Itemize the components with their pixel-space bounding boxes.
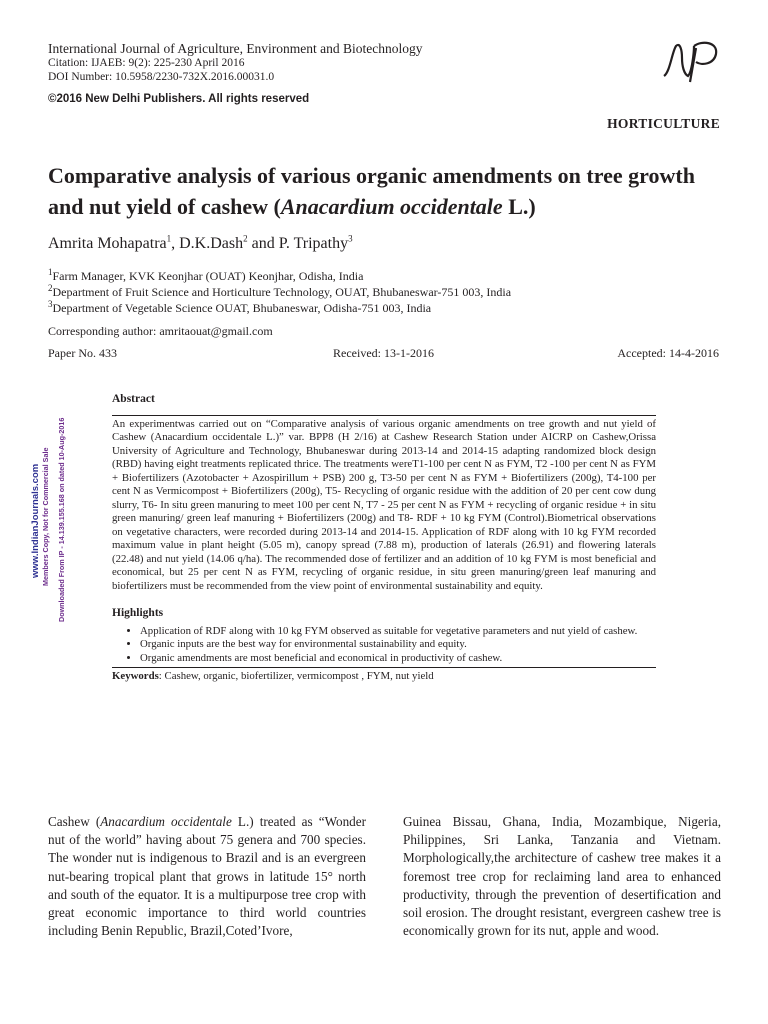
- affiliation-1-sup: 1: [48, 267, 53, 277]
- publisher-logo-icon: [660, 38, 722, 84]
- affiliation-3-text: Department of Vegetable Science OUAT, Bhubaneswar, Odisha-751 003, India: [52, 301, 432, 315]
- body-column-right: [403, 813, 721, 940]
- authors: [48, 235, 353, 253]
- affiliation-2: [48, 284, 511, 300]
- watermark-site: www.IndianJournals.com: [30, 463, 41, 578]
- abstract-heading: Abstract: [112, 393, 155, 405]
- title-part1: Comparative analysis of various organic amendments on tree growth and nut yield of cashew (: [48, 163, 695, 219]
- journal-name: International Journal of Agriculture, Environment and Biotechnology: [48, 41, 423, 56]
- affiliation-2-text: Department of Fruit Science and Horticulture Technology, OUAT, Bhubaneswar-751 003, India: [52, 285, 512, 299]
- author-3-sup: 3: [348, 233, 353, 244]
- copyright: ©2016 New Delhi Publishers. All rights reserved: [48, 93, 310, 105]
- title-part2: L.): [502, 194, 536, 219]
- highlight-item: • Organic inputs are the best way for environmental sustainability and equity.: [140, 638, 656, 652]
- body-left-pre: Cashew (: [48, 814, 101, 829]
- highlights-list: [112, 625, 656, 666]
- body-left-post: L.) treated as “Wonder nut of the world” having about 75 genera and 700 species. The wonder nut is indigenous to Brazil and is an evergreen nut-bearing tropical plant that grows in latitude 15° north and south of the equator. It is a multipurpose tree crop with great economic importance to third world countries including Benin Republic, Brazil,Coted’Ivore,: [48, 814, 366, 939]
- journal-header: [48, 41, 423, 84]
- watermark-members: Members Copy, Not for Commercial Sale: [41, 447, 50, 586]
- keywords-text: : Cashew, organic, biofertilizer, vermicompost , FYM, nut yield: [158, 670, 434, 682]
- section-label: HORTICULTURE: [607, 116, 720, 131]
- author-3: and P. Tripathy: [247, 235, 349, 252]
- body-paragraph-right: Guinea Bissau, Ghana, India, Mozambique, Nigeria, Philippines, Sri Lanka, Tanzania and Vietnam. Morphologically,the architecture of cashew tree makes it a foremost tree crop for reclaiming land area to enhanced productivity, through the prevention of desertification and soil erosion. The drought resistant, evergreen cashew tree is economically grown for its nut, apple and wood.: [403, 814, 721, 939]
- keywords-label: Keywords: [112, 670, 159, 682]
- affiliation-1: [48, 268, 511, 284]
- doi: DOI Number: 10.5958/2230-732X.2016.00031.0: [48, 71, 275, 83]
- author-1: Amrita Mohapatra: [48, 235, 167, 252]
- affiliations: [48, 268, 511, 316]
- accepted-date: Accepted: 14-4-2016: [617, 346, 719, 360]
- corresponding-author: Corresponding author: amritaouat@gmail.com: [48, 324, 273, 338]
- title-species: Anacardium occidentale: [280, 194, 503, 219]
- keywords-rule: [112, 667, 656, 668]
- abstract-section: [112, 393, 656, 684]
- watermark-download: Downloaded From IP - 14.139.155.168 on dated 10-Aug-2016: [57, 417, 66, 622]
- affiliation-3: [48, 300, 511, 316]
- highlight-item: • Application of RDF along with 10 kg FYM observed as suitable for vegetative parameters and nut yield of cashew.: [140, 625, 656, 639]
- affiliation-3-sup: 3: [48, 299, 53, 309]
- author-2: , D.K.Dash: [171, 235, 244, 252]
- affiliation-2-sup: 2: [48, 283, 53, 293]
- download-watermark: [28, 400, 78, 630]
- paper-meta-row: [48, 346, 719, 362]
- abstract-top-rule: [112, 415, 656, 416]
- body-paragraph-left: [48, 813, 366, 940]
- highlights-heading: Highlights: [112, 607, 164, 619]
- citation: Citation: IJAEB: 9(2): 225-230 April 2016: [48, 57, 245, 69]
- body-column-left: [48, 813, 366, 940]
- paper-number: Paper No. 433: [48, 346, 117, 360]
- received-date: Received: 13-1-2016: [333, 346, 434, 360]
- author-1-sup: 1: [166, 233, 172, 244]
- author-2-sup: 2: [243, 233, 248, 244]
- highlight-item: • Organic amendments are most beneficial and economical in productivity of cashew.: [140, 652, 656, 666]
- body-left-species: Anacardium occidentale: [100, 814, 232, 829]
- affiliation-1-text: Farm Manager, KVK Keonjhar (OUAT) Keonjhar, Odisha, India: [52, 269, 364, 283]
- keywords: [112, 670, 656, 684]
- paper-title: [48, 160, 728, 222]
- highlights: [112, 607, 656, 665]
- abstract-text: An experimentwas carried out on “Comparative analysis of various organic amendments on tree growth and nut yield of Cashew (Anacardium occidentale L.)” var. BPP8 (H 2/16) at Cashew Research Station under AICRP on Cashew,Orissa University of Agriculture and Technology, Bhubaneswar during 2013-14 and 2014-15 adapting randomized block design (RBD) having eight treatments replicated thrice. The treatments wereT1-100 per cent N as FYM, T2 -100 per cent N as FYM + Biofertilizers (Azotobacter + Azospirillum + PSB) 200 g, T3-50 per cent N as FYM + Biofertilizers (200g), T4-100 per cent N as Vermicompost + Biofertilizers (200g), T5- Recycling of organic residue with the addition of 20 per cent cow dung slurry, T6- In situ green manuring to meet 100 per cent N, T7 - 25 per cent N as FYM + recycling of organic residue + in situ green manuring/ green leaf manuring + Biofertilizers (200g) and T8- RDF + 10 kg FYM (Control).Biometrical observations on vegetative characters, were recorded during 2013-14 and 2014-15. Application of RDF along with 10 kg FYM recorded maximum value in plant height (5.05 m), canopy spread (7.88 m), production of laterals (26.91) and flowering laterals (22.48) and nut yield (14.06 q/ha). The recommended dose of fertilizer and an addition of 10 kg FYM is most beneficial and economical, but 25 per cent N as FYM, recycling of organic residue, in situ green manuring/green leaf manuring and biofertilizers must be recommended from the view point of environmental sustainability and equity.: [112, 417, 656, 592]
